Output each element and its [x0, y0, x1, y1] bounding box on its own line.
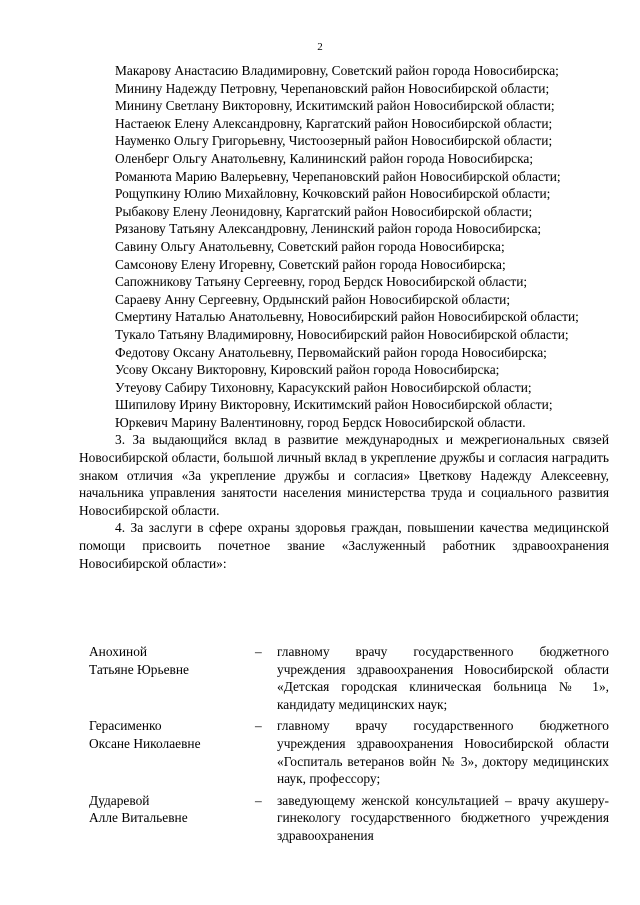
list-item: Федотову Оксану Анатольевну, Первомайский район города Новосибирска; — [115, 344, 547, 360]
list-item: Рязанову Татьяну Александровну, Ленинский район города Новосибирска; — [115, 221, 542, 237]
awards-table — [79, 643, 609, 849]
dash-separator: – — [255, 644, 262, 659]
paragraph-4: 4. За заслуги в сфере охраны здоровья граждан, повышении качества медицинской помощи присвоить почетное звание «Заслуженный работник здравоохранения Новосибирской области»: — [79, 520, 609, 571]
page-number: 2 — [317, 41, 323, 53]
list-item: Самсонову Елену Игоревну, Советский район города Новосибирска; — [115, 256, 506, 272]
list-item: Макарову Анастасию Владимировну, Советский район города Новосибирска; — [115, 63, 559, 78]
award-row — [79, 717, 609, 787]
awardee-given-names: Алле Витальевне — [89, 810, 188, 826]
list-item: Минину Надежду Петровну, Черепановский район Новосибирской области; — [115, 80, 550, 96]
list-item: Шипилову Ирину Викторовну, Искитимский район Новосибирской области; — [115, 397, 553, 413]
awardee-list — [79, 62, 609, 431]
list-item: Савину Ольгу Анатольевну, Советский район города Новосибирска; — [115, 238, 505, 254]
list-item: Сапожникову Татьяну Сергеевну, город Бердск Новосибирской области; — [115, 274, 528, 290]
awardee-name — [79, 717, 255, 787]
list-item: Романюта Марию Валерьевну, Черепановский район Новосибирской области; — [115, 168, 561, 184]
awardee-position: главному врачу государственного бюджетного учреждения здравоохранения Новосибирской области «Госпиталь ветеранов войн № 3», доктору медицинских наук, профессору; — [277, 718, 609, 787]
list-item: Утеуову Сабиру Тихоновну, Карасукский район Новосибирской области; — [115, 379, 532, 395]
awardee-surname: Анохиной — [89, 644, 148, 659]
awardee-position: заведующему женской консультацией – врачу акушеру-гинекологу государственного бюджетного учреждения здравоохранения — [277, 792, 609, 843]
award-row — [79, 643, 609, 713]
awardee-name — [79, 643, 255, 713]
list-item: Усову Оксану Викторовну, Кировский район города Новосибирска; — [115, 362, 500, 378]
dash-separator: – — [255, 718, 262, 734]
list-item: Науменко Ольгу Григорьевну, Чистоозерный район Новосибирской области; — [115, 133, 553, 149]
award-row — [79, 792, 609, 845]
list-item: Оленберг Ольгу Анатольевну, Калининский район города Новосибирска; — [115, 150, 534, 166]
list-item: Сараеву Анну Сергеевну, Ордынский район Новосибирской области; — [115, 291, 511, 307]
list-item: Смертину Наталью Анатольевну, Новосибирский район Новосибирской области; — [115, 309, 579, 325]
awardee-given-names: Оксане Николаевне — [89, 735, 201, 751]
awardee-position: главному врачу государственного бюджетного учреждения здравоохранения Новосибирской области «Детская городская клиническая больница № 1», кандидату медицинских наук; — [277, 644, 609, 712]
awardee-surname: Дударевой — [89, 792, 150, 808]
dash-separator: – — [255, 792, 262, 808]
list-item: Минину Светлану Викторовну, Искитимский район Новосибирской области; — [115, 98, 555, 114]
paragraph-3: 3. За выдающийся вклад в развитие международных и межрегиональных связей Новосибирской области, большой личный вклад в укрепление дружбы и согласия наградить знаком отличия «За укрепление дружбы и согласия» Цветкову Надежду Алексеевну, начальника управления занятости населения министерства труда и социального развития Новосибирской области. — [79, 432, 609, 518]
awardee-given-names: Татьяне Юрьевне — [89, 661, 189, 677]
document-body — [79, 62, 609, 572]
list-item: Рыбакову Елену Леонидовну, Каргатский район Новосибирской области; — [115, 203, 533, 219]
list-item: Тукало Татьяну Владимировну, Новосибирский район Новосибирской области; — [115, 326, 569, 342]
list-item: Юркевич Марину Валентиновну, город Бердск Новосибирской области. — [115, 414, 526, 430]
awardee-name — [79, 792, 255, 845]
list-item: Настаеюк Елену Александровну, Каргатский район Новосибирской области; — [115, 115, 553, 131]
awardee-surname: Герасименко — [89, 718, 162, 734]
list-item: Рощупкину Юлию Михайловну, Кочковский район Новосибирской области; — [115, 186, 551, 202]
